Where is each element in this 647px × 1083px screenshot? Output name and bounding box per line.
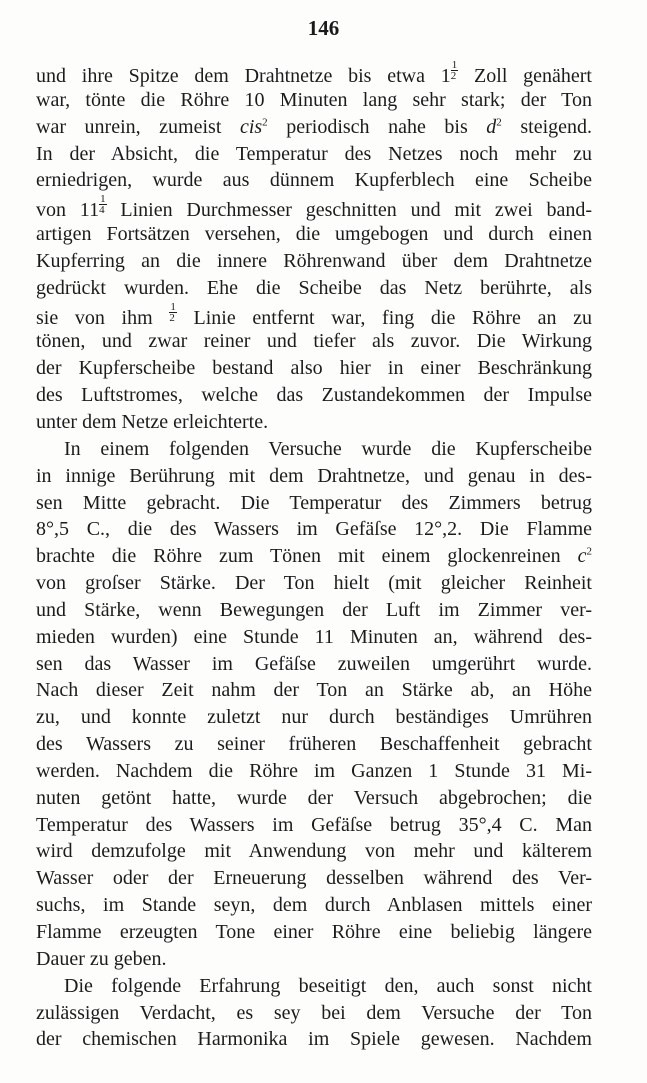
text-line: In einem folgenden Versuche wurde die Kupferscheibe	[64, 437, 592, 460]
fraction-numerator: 1	[451, 59, 458, 71]
fraction-numerator: 1	[100, 193, 106, 206]
text-run: brachte die Röhre zum Tönen mit einem glockenreinen	[36, 545, 578, 568]
fraction-denominator: 4	[99, 204, 105, 217]
text-line: sen das Wasser im Gefäſse zuweilen umgerührt wurde.	[36, 652, 592, 675]
text-line	[36, 114, 592, 141]
fraction-one-quarter	[99, 194, 107, 215]
text-line	[36, 543, 592, 570]
text-run: Linie entfernt war, fing die Röhre an zu	[176, 306, 592, 329]
fraction-denominator: 2	[450, 70, 457, 82]
text-line: Kupferring an die innere Röhrenwand über dem Drahtnetze	[36, 249, 592, 272]
text-run: war unrein, zumeist	[36, 115, 240, 138]
page-number: 146	[307, 16, 340, 40]
text-run: Linien Durchmesser geschnitten und mit zwei band-	[106, 199, 592, 222]
text-line	[36, 194, 592, 221]
text-line: wird demzufolge mit Anwendung von mehr und kälterem	[36, 840, 592, 863]
text-line: Die folgende Erfahrung beseitigt den, auch sonst nicht	[64, 974, 592, 997]
text-line: zu, und konnte zuletzt nur durch beständiges Umrühren	[36, 706, 592, 729]
text-line: In der Absicht, die Temperatur des Netzes noch mehr zu	[36, 142, 592, 165]
text-line: nuten getönt hatte, wurde der Versuch abgebrochen; die	[36, 786, 592, 809]
body-text	[36, 60, 592, 1053]
text-line: von groſser Stärke. Der Ton hielt (mit gleicher Reinheit	[36, 572, 592, 595]
text-line: und Stärke, wenn Bewegungen der Luft im Zimmer ver-	[36, 598, 592, 621]
text-line: sen Mitte gebracht. Die Temperatur des Zimmers betrug	[36, 491, 592, 514]
text-run: periodisch nahe bis	[267, 115, 487, 138]
text-run: Zoll genähert	[458, 65, 592, 87]
text-line: des Wassers zu seiner früheren Beschaffenheit gebracht	[36, 733, 592, 756]
text-line: suchs, im Stande seyn, dem durch Anblasen mittels einer	[36, 894, 592, 917]
superscript: 2	[586, 545, 592, 558]
superscript: 2	[262, 116, 268, 129]
musical-note: d	[486, 115, 497, 138]
text-run: steigend.	[501, 115, 593, 138]
text-run: und ihre Spitze dem Drahtnetze bis etwa 1	[36, 65, 451, 87]
text-line: der chemischen Harmonika im Spiele gewesen. Nachdem	[36, 1028, 592, 1051]
fraction-one-half	[169, 302, 177, 323]
text-line: des Luftstromes, welche das Zustandekommen der Impulse	[36, 384, 592, 407]
text-line: mieden wurden) eine Stunde 11 Minuten an, während des-	[36, 625, 592, 648]
text-line: der Kupferscheibe bestand also hier in einer Beschränkung	[36, 357, 592, 380]
text-line	[36, 60, 592, 87]
text-line: werden. Nachdem die Röhre im Ganzen 1 Stunde 31 Mi-	[36, 759, 592, 782]
text-line: tönen, und zwar reiner und tiefer als zuvor. Die Wirkung	[36, 330, 592, 353]
musical-note: c	[577, 545, 587, 568]
text-line: erniedrigen, wurde aus dünnem Kupferblech eine Scheibe	[36, 169, 592, 192]
text-line: Flamme erzeugten Tone einer Röhre eine beliebig längere	[36, 921, 592, 943]
text-line: artigen Fortsätzen versehen, die umgebogen und durch einen	[36, 223, 592, 246]
text-line: in innige Berührung mit dem Drahtnetze, und genau in des-	[36, 464, 592, 487]
superscript: 2	[496, 116, 502, 129]
text-line: Temperatur des Wassers im Gefäſse betrug 35°,4 C. Man	[36, 813, 592, 836]
text-line: unter dem Netze erleichterte.	[36, 410, 269, 433]
musical-note: cis	[239, 115, 263, 138]
text-line: 8°,5 C., die des Wassers im Gefäſse 12°,2. Die Flamme	[36, 518, 592, 541]
text-line	[36, 302, 592, 329]
text-run: sie von ihm	[36, 306, 170, 329]
fraction-denominator: 2	[169, 311, 175, 324]
text-line: gedrückt wurden. Ehe die Scheibe das Netz berührte, als	[36, 276, 592, 299]
text-line: war, tönte die Röhre 10 Minuten lang sehr stark; der Ton	[36, 88, 592, 111]
text-line: Wasser oder der Erneuerung desselben während des Ver-	[36, 867, 592, 890]
text-run: von 11	[36, 199, 100, 222]
text-line: Dauer zu geben.	[36, 947, 167, 970]
text-line: zulässigen Verdacht, es sey bei dem Versuche der Ton	[36, 1001, 592, 1024]
fraction-numerator: 1	[170, 300, 176, 313]
text-line: Nach dieser Zeit nahm der Ton an Stärke ab, an Höhe	[36, 679, 592, 702]
